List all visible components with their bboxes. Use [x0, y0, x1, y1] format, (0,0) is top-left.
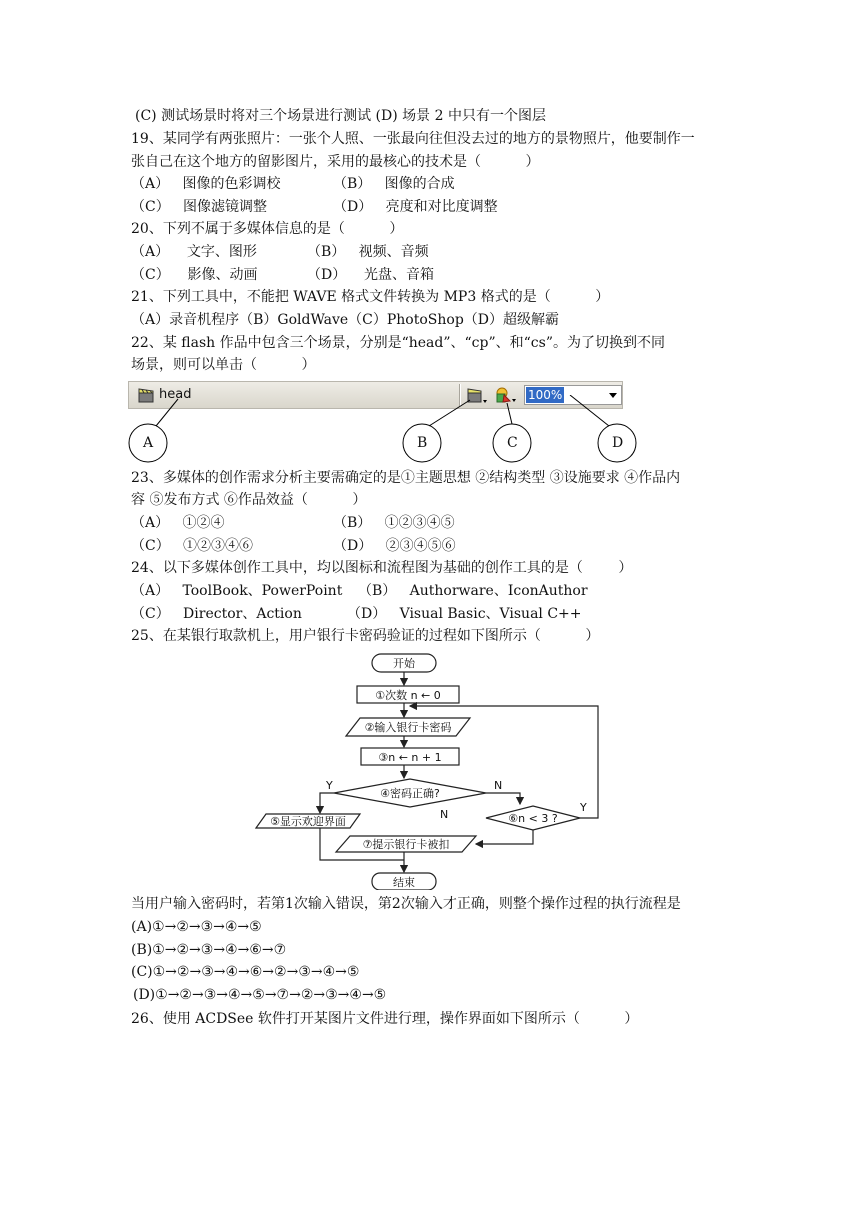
q23-stem-line2: 容 ⑤发布方式 ⑥作品效益（ ）	[131, 492, 367, 508]
flow-yes-label-1: Y	[326, 779, 333, 792]
toolbar-callouts	[120, 395, 640, 465]
q25-option-b: (B)①→②→③→④→⑥→⑦	[131, 942, 287, 958]
flow-step3-label: ③n ← n + 1	[378, 751, 442, 764]
callout-a: A	[143, 435, 154, 451]
q23-option-d: （D） ②③④⑤⑥	[333, 538, 456, 554]
q24-option-c: （C） Director、Action	[131, 606, 302, 622]
scene-name-label: head	[159, 387, 192, 402]
flow-no-label-2: N	[440, 808, 449, 821]
callout-c: C	[507, 435, 518, 451]
q24-stem: 24、以下多媒体创作工具中，均以图标和流程图为基础的创作工具的是（ ）	[131, 560, 633, 576]
flow-start-label: 开始	[393, 657, 415, 670]
q25-stem: 25、在某银行取款机上，用户银行卡密码验证的过程如下图所示（ ）	[131, 628, 600, 644]
q20-option-d: （D） 光盘、音箱	[307, 267, 435, 283]
q20-option-b: （B） 视频、音频	[307, 244, 429, 260]
q23-option-c: （C） ①②③④⑥	[131, 538, 254, 554]
q19-option-d: （D） 亮度和对比度调整	[333, 199, 498, 215]
flow-step6-label: ⑥n < 3 ?	[508, 812, 558, 825]
q21-stem: 21、下列工具中，不能把 WAVE 格式文件转换为 MP3 格式的是（ ）	[131, 289, 610, 305]
flow-end-label: 结束	[393, 876, 415, 889]
q25-option-d: (D)①→②→③→④→⑤→⑦→②→③→④→⑤	[133, 987, 387, 1003]
q26-stem: 26、使用 ACDSee 软件打开某图片文件进行理，操作界面如下图所示（ ）	[131, 1011, 639, 1027]
q25-question: 当用户输入密码时，若第1次输入错误，第2次输入才正确，则整个操作过程的执行流程是	[131, 896, 681, 912]
q24-option-a: （A） ToolBook、PowerPoint	[131, 583, 343, 599]
q19-option-a: （A） 图像的色彩调校	[131, 176, 281, 192]
q22-stem-line2: 场景，则可以单击（ ）	[131, 357, 316, 373]
q23-stem-line1: 23、多媒体的创作需求分析主要需确定的是①主题思想 ②结构类型 ③设施要求 ④作品内	[131, 470, 681, 486]
q20-option-c: （C） 影像、动画	[131, 267, 258, 283]
q25-option-c: (C)①→②→③→④→⑥→②→③→④→⑤	[131, 964, 360, 980]
q18-options-cd: (C) 测试场景时将对三个场景进行测试 (D) 场景 2 中只有一个图层	[135, 108, 546, 124]
q21-options: （A）录音机程序（B）GoldWave（C）PhotoShop（D）超级解霸	[131, 312, 560, 328]
q19-option-c: （C） 图像滤镜调整	[131, 199, 268, 215]
q19-stem-line2: 张自己在这个地方的留影图片，采用的最核心的技术是（ ）	[131, 154, 540, 170]
flow-step7-label: ⑦提示银行卡被扣	[362, 838, 450, 851]
q20-stem: 20、下列不属于多媒体信息的是（ ）	[131, 221, 404, 237]
flow-step1-label: ①次数 n ← 0	[375, 689, 441, 702]
pin-verification-flowchart	[250, 648, 610, 890]
q24-option-d: （D） Visual Basic、Visual C++	[347, 606, 582, 622]
flow-step5-label: ⑤显示欢迎界面	[270, 815, 346, 828]
flow-no-label-1: N	[494, 779, 503, 792]
q24-option-b: （B） Authorware、IconAuthor	[358, 583, 588, 599]
flow-step2-label: ②输入银行卡密码	[364, 721, 452, 734]
flow-step4-label: ④密码正确?	[380, 787, 440, 800]
q19-stem-line1: 19、某同学有两张照片：一张个人照、一张最向往但没去过的地方的景物照片，他要制作一	[131, 131, 695, 147]
zoom-value: 100%	[528, 388, 563, 402]
q22-stem-line1: 22、某 flash 作品中包含三个场景，分别是“head”、“cp”、和“cs”。为了切换到不同	[131, 335, 665, 351]
q25-option-a: (A)①→②→③→④→⑤	[131, 919, 262, 935]
q23-option-b: （B） ①②③④⑤	[333, 515, 455, 531]
callout-d: D	[612, 435, 624, 451]
q20-option-a: （A） 文字、图形	[131, 244, 257, 260]
flow-yes-label-2: Y	[580, 801, 587, 814]
q23-option-a: （A） ①②④	[131, 515, 225, 531]
q19-option-b: （B） 图像的合成	[333, 176, 455, 192]
callout-b: B	[417, 435, 428, 451]
